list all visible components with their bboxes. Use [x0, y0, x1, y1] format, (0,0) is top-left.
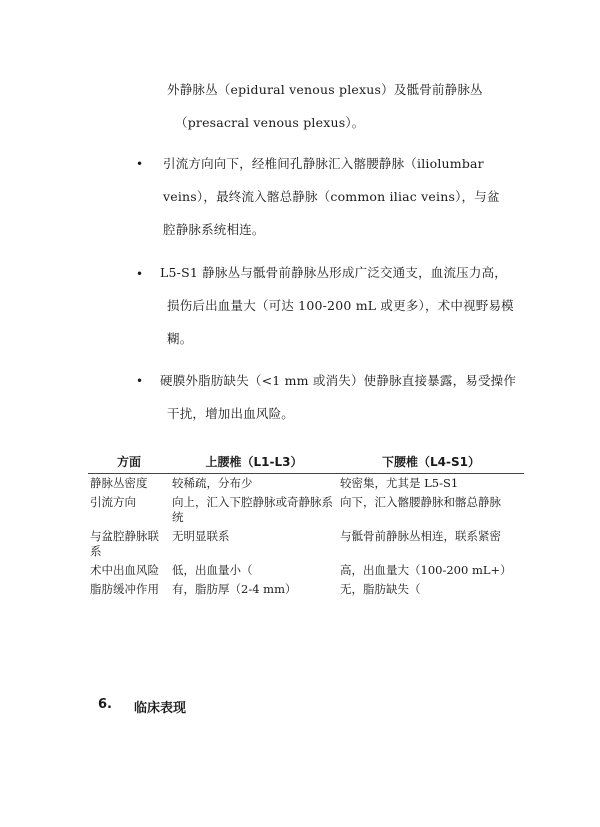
- table-cell: 静脉丛密度: [90, 476, 148, 490]
- table-cell: 脂肪缓冲作用: [90, 582, 159, 596]
- table-cell: 与盆腔静脉联系: [90, 529, 159, 558]
- bullet-3-line-1: 硬膜外脂肪缺失（<1 mm 或消失）使静脉直接暴露，易受操作: [160, 373, 517, 388]
- table-cell: 高，出血量大（100-200 mL+）: [340, 563, 512, 577]
- table-header-lower-lumbar: 下腰椎（L4-S1）: [338, 453, 524, 474]
- table-cell: 术中出血风险: [90, 563, 159, 577]
- table-row: [88, 561, 524, 580]
- section-number: 6.: [98, 697, 112, 712]
- table-cell: 引流方向: [90, 495, 136, 509]
- table-cell: 与骶骨前静脉丛相连，联系紧密: [340, 529, 501, 543]
- bullet-2-line-1: L5-S1 静脉丛与骶骨前静脉丛形成广泛交通支，血流压力高，: [160, 265, 507, 280]
- table-header-aspect: 方面: [88, 453, 170, 474]
- table-cell: 较稀疏，分布少: [172, 476, 253, 490]
- table-cell: 低，出血量小（: [172, 563, 253, 577]
- bullet-dot: •: [136, 267, 144, 281]
- table-cell: 向上，汇入下腔静脉或奇静脉系统: [172, 495, 333, 524]
- table-row: [88, 527, 524, 561]
- table-cell: 较密集，尤其是 L5-S1: [340, 476, 459, 490]
- table-row: [88, 493, 524, 527]
- section-heading: 临床表现: [134, 701, 187, 716]
- bullet-2-line-3: 糊。: [167, 331, 193, 346]
- table-header-upper-lumbar: 上腰椎（L1-L3）: [170, 453, 338, 474]
- table-cell: 无，脂肪缺失（: [340, 582, 421, 596]
- bullet-2-line-2: 损伤后出血量大（可达 100-200 mL 或更多），术中视野易模: [167, 298, 514, 313]
- bullet-3-line-2: 干扰，增加出血风险。: [167, 406, 295, 421]
- table-row: [88, 580, 524, 599]
- comparison-table: [88, 453, 524, 599]
- table-cell: 无明显联系: [172, 529, 230, 543]
- bullet-1-line-1: 引流方向向下，经椎间孔静脉汇入髂腰静脉（iliolumbar: [163, 156, 484, 171]
- table-header-row: [88, 453, 524, 474]
- bullet-1-line-3: 腔静脉系统相连。: [163, 222, 265, 237]
- intro-line-2: （presacral venous plexus）。: [175, 115, 365, 130]
- bullet-dot: •: [136, 374, 144, 388]
- bullet-1-line-2: veins），最终流入髂总静脉（common iliac veins），与盆: [163, 189, 500, 204]
- table-cell: 有，脂肪厚（2-4 mm）: [172, 582, 297, 596]
- table-cell: 向下，汇入髂腰静脉和髂总静脉: [340, 495, 501, 509]
- intro-line-1: 外静脉丛（epidural venous plexus）及骶骨前静脉丛: [167, 82, 483, 97]
- bullet-dot: •: [136, 157, 144, 171]
- table-row: [88, 474, 524, 494]
